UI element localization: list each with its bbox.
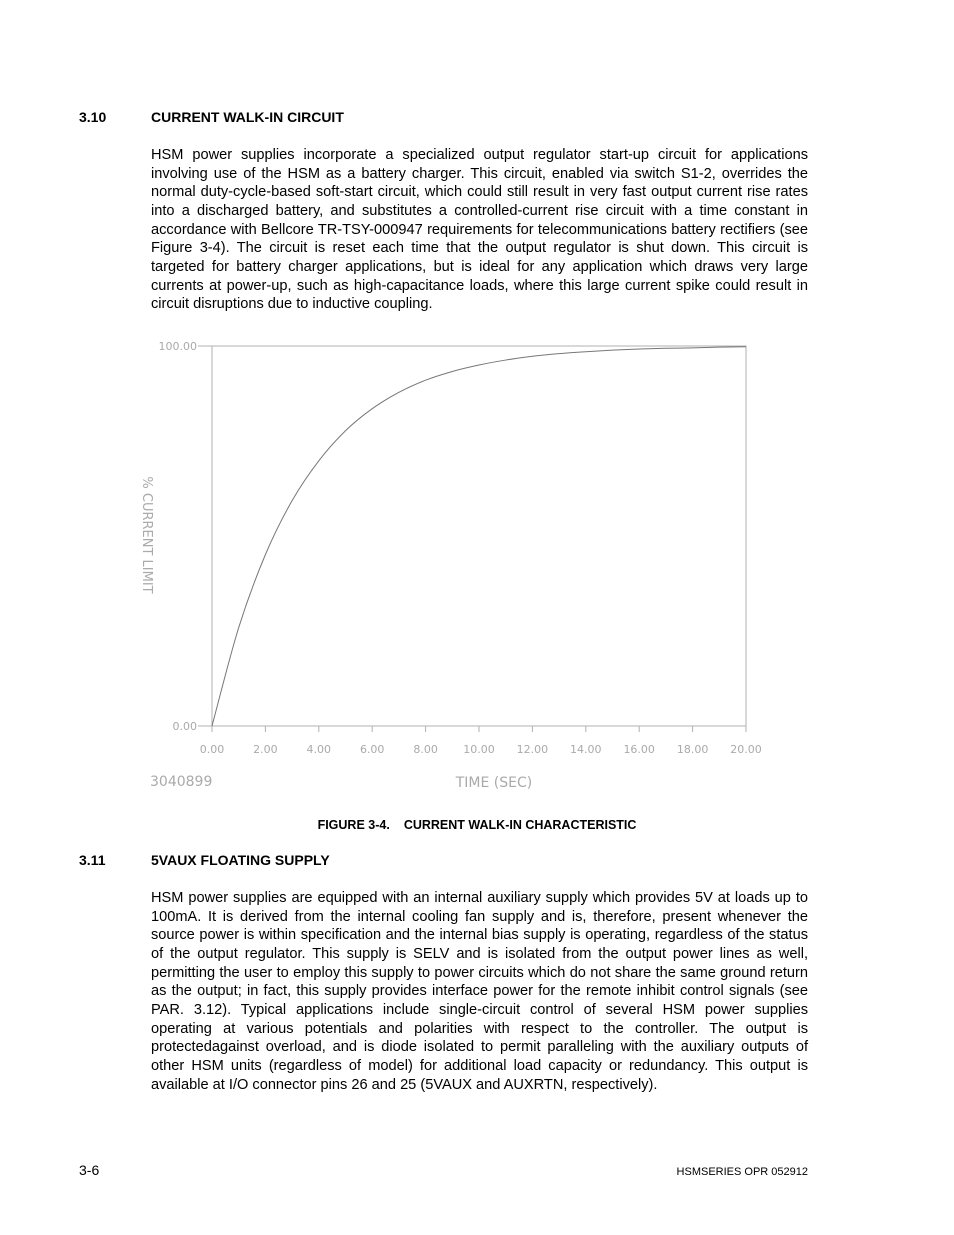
x-axis-label: TIME (SEC) [455,775,533,791]
x-tick-label: 0.00 [199,743,225,756]
x-tick-label: 6.00 [359,743,385,756]
figure-caption-title: CURRENT WALK-IN CHARACTERISTIC [403,818,637,832]
section-body-3-10: HSM power supplies incorporate a specialized output regulator start-up circuit for applications involving use of the HSM as a battery charger. This circuit, enabled via switch S1-2, overrides the normal duty-cycle-based soft-start circuit, which could still result in very fast output current rise rates into a discharged battery, and substitutes a controlled-current rise circuit with a time constant in accordance with Bellcore TR-TSY-000947 requirements for telecommunications battery rectifiers (see Figure 3-4). The circuit is reset each time that the output regulator is shut down. This circuit is targeted for battery charger applications, but is ideal for any application which draws very large currents at power-up, such as high-capacitance loads, where this large current spike could result in circuit disruptions due to inductive coupling. [151,147,808,313]
page-number: 3-6 [79,1162,100,1178]
y-tick-label: 100.00 [158,340,197,353]
x-tick-label: 18.00 [676,743,709,756]
plot-frame [212,346,746,726]
figure-caption [0,818,954,832]
x-tick-label: 2.00 [253,743,278,756]
section-title: CURRENT WALK-IN CIRCUIT [151,109,344,125]
x-tick-label: 4.00 [306,743,332,756]
section-body-3-11: HSM power supplies are equipped with an internal auxiliary supply which provides 5V at loads up to 100mA. It is derived from the internal cooling fan supply and is, therefore, present whenever the source power is within specification and the internal bias supply is operating, regardless of the status of the output regulator. This supply is SELV and is isolated from the output power lines as well, permitting the user to employ this supply to power circuits which do not share the same ground return as the output; in fact, this supply provides interface power for the remote inhibit control signals (see PAR. 3.12). Typical applications include single-circuit control of several HSM power supplies operating at various potentials and polarities with respect to the controller. The output is protectedagainst overload, and is diode isolated to permit paralleling with the auxiliary outputs of other HSM units (regardless of model) for additional load capacity or redundancy. This output is available at I/O connector pins 26 and 25 (5VAUX and AUXRTN, respectively). [151,890,808,1093]
section-heading-3-10 [79,109,344,125]
section-number: 3.11 [79,852,106,868]
current-walk-in-chart [120,330,780,800]
x-tick-label: 20.00 [730,743,762,756]
x-tick-label: 8.00 [413,743,438,756]
figure-caption-number: FIGURE 3-4. [317,818,390,832]
figure-code: 3040899 [150,774,213,790]
section-title: 5VAUX FLOATING SUPPLY [151,852,330,868]
y-axis-label: % CURRENT LIMIT [139,476,154,594]
x-tick-label: 16.00 [623,743,655,756]
x-tick-label: 10.00 [463,743,495,756]
section-number: 3.10 [79,109,107,125]
section-heading-3-11 [79,852,330,868]
x-tick-label: 14.00 [570,743,602,756]
x-tick-label: 12.00 [516,743,549,756]
y-tick-label: 0.00 [172,720,197,733]
document-id: HSMSERIES OPR 052912 [676,1166,808,1178]
walk-in-curve [212,347,746,726]
